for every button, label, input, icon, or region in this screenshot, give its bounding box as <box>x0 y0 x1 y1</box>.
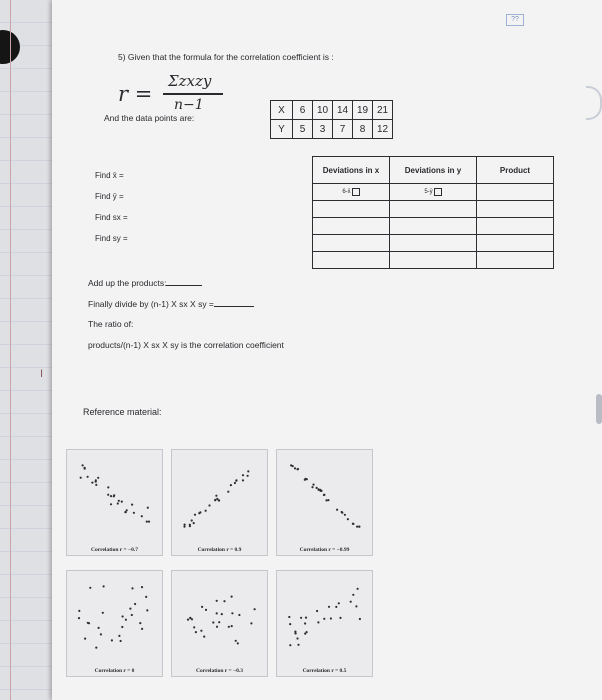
scatter-point <box>290 464 292 466</box>
margin-i-mark: I <box>40 368 44 380</box>
scatter-point <box>223 600 225 602</box>
scatter-point <box>88 622 90 624</box>
scatter-point <box>122 615 124 617</box>
scatter-point <box>148 521 150 523</box>
scatter-point <box>356 526 358 528</box>
scatter-point <box>235 479 237 481</box>
scatter-point <box>110 503 112 505</box>
dev-y-cell[interactable] <box>390 218 477 235</box>
scatter-point <box>191 519 193 521</box>
y-value: 12 <box>373 120 393 139</box>
scatter-point <box>187 619 189 621</box>
scatter-point <box>250 622 252 624</box>
scatter-point <box>87 476 89 478</box>
scatter-point <box>247 475 249 477</box>
scatter-point <box>95 484 97 486</box>
scatter-point <box>221 613 223 615</box>
scatter-point <box>227 491 229 493</box>
data-intro: And the data points are: <box>104 113 195 123</box>
scatter-point <box>339 617 341 619</box>
scatter-point <box>193 522 195 524</box>
scatter-point <box>84 468 86 470</box>
scatter-point <box>330 617 332 619</box>
scatter-point <box>235 640 237 642</box>
y-value: 3 <box>313 120 333 139</box>
scatter-point <box>352 594 354 596</box>
scatter-point <box>352 523 354 525</box>
scatter-point <box>146 521 148 523</box>
scatter-point <box>107 486 109 488</box>
scatter-point <box>304 479 306 481</box>
header-dev-y: Deviations in y <box>390 157 477 184</box>
scatter-point <box>189 525 191 527</box>
dev-y-cell[interactable] <box>390 184 477 201</box>
scatter-point <box>111 639 113 641</box>
scatter-point <box>118 500 120 502</box>
scatter-point <box>121 501 123 503</box>
conclusion-line: products/(n-1) X sx X sy is the correlation coefficient <box>88 340 284 350</box>
find-y-mean: Find ȳ = <box>95 192 124 201</box>
scatter-point <box>95 479 97 481</box>
y-value: 7 <box>333 120 353 139</box>
scatter-point <box>238 614 240 616</box>
scatter-point <box>218 621 220 623</box>
scatter-canvas <box>67 571 162 663</box>
scatter-point <box>134 603 136 605</box>
x-value: 14 <box>333 101 353 120</box>
scatter-point <box>297 468 299 470</box>
deviation-table <box>312 156 554 269</box>
fraction-bar <box>163 93 223 95</box>
scatter-point <box>201 606 203 608</box>
scatter-point <box>131 587 133 589</box>
notebook-page-underneath <box>0 0 60 700</box>
scatter-point <box>110 495 112 497</box>
formula-denominator: n−1 <box>174 97 204 113</box>
page-edge-clip <box>596 394 602 424</box>
scatter-point <box>319 490 321 492</box>
find-x-mean: Find x̄ = <box>95 171 124 180</box>
scatter-point <box>89 587 91 589</box>
scatter-point <box>247 470 249 472</box>
scatter-point <box>297 644 299 646</box>
reference-title: Reference material: <box>83 407 162 417</box>
scatter-point <box>82 464 84 466</box>
scatter-point <box>218 499 220 501</box>
scatter-point <box>124 511 126 513</box>
scatter-point <box>305 617 307 619</box>
scatter-point <box>183 526 185 528</box>
product-cell[interactable] <box>477 235 554 252</box>
dev-x-cell[interactable] <box>313 252 390 269</box>
scatter-point <box>231 596 233 598</box>
scatter-point <box>100 633 102 635</box>
scatter-point <box>300 617 302 619</box>
scatter-point <box>125 619 127 621</box>
margin-line <box>10 0 11 700</box>
plot-caption: Correlation r = 0.9 <box>197 547 242 553</box>
scatter-point <box>304 622 306 624</box>
deviation-row <box>313 184 554 201</box>
x-value: 10 <box>313 101 333 120</box>
dev-y-cell[interactable] <box>390 252 477 269</box>
scatter-point <box>145 596 147 598</box>
scatter-canvas <box>277 450 372 542</box>
scatter-point <box>194 514 196 516</box>
scatter-point <box>103 585 105 587</box>
scatter-point <box>312 484 314 486</box>
scatter-point <box>120 640 122 642</box>
scatter-point <box>193 626 195 628</box>
correlation-formula <box>118 72 228 118</box>
scatter-point <box>200 630 202 632</box>
x-label: X <box>271 101 293 120</box>
scatter-point <box>78 610 80 612</box>
scatter-point <box>296 637 298 639</box>
scatter-point <box>139 622 141 624</box>
deviation-row <box>313 235 554 252</box>
scatter-plot <box>171 570 268 677</box>
scatter-point <box>195 631 197 633</box>
header-product: Product <box>477 157 554 184</box>
scatter-plot <box>66 570 163 677</box>
y-value: 5 <box>293 120 313 139</box>
scatter-point <box>316 487 318 489</box>
scatter-point <box>146 609 148 611</box>
scatter-point <box>311 486 313 488</box>
scatter-point <box>234 482 236 484</box>
scatter-point <box>208 504 210 506</box>
scatter-point <box>344 514 346 516</box>
scatter-point <box>336 509 338 511</box>
scatter-point <box>357 588 359 590</box>
scatter-point <box>189 617 191 619</box>
dev-y-expression: 5-ȳ <box>424 189 433 195</box>
scatter-point <box>216 626 218 628</box>
dev-x-expression: 6-x̄ <box>342 189 351 195</box>
plot-caption: Correlation r = 0 <box>94 668 135 674</box>
scatter-point <box>84 638 86 640</box>
plot-caption: Correlation r = 0.5 <box>302 668 347 674</box>
scatter-point <box>131 614 133 616</box>
y-label: Y <box>271 120 293 139</box>
scatter-point <box>126 509 128 511</box>
answer-box <box>434 188 442 196</box>
ratio-line: The ratio of: <box>88 319 134 329</box>
scatter-point <box>129 608 131 610</box>
deviation-row <box>313 252 554 269</box>
scatter-point <box>359 618 361 620</box>
scatter-point <box>133 512 135 514</box>
scatter-point <box>358 526 360 528</box>
product-cell[interactable] <box>477 218 554 235</box>
y-row <box>271 120 393 139</box>
scatter-plot <box>171 449 268 556</box>
dev-y-cell[interactable] <box>390 201 477 218</box>
scatter-point <box>318 489 320 491</box>
scatter-point <box>205 609 207 611</box>
scatter-point <box>203 636 205 638</box>
formula-numerator: Σzxzy <box>168 72 212 90</box>
scatter-point <box>335 606 337 608</box>
scatter-point <box>289 644 291 646</box>
scatter-point <box>113 494 115 496</box>
scatter-point <box>230 484 232 486</box>
scatter-point <box>306 478 308 480</box>
scatter-point <box>323 618 325 620</box>
scatter-point <box>214 499 216 501</box>
scatter-point <box>231 612 233 614</box>
scatter-point <box>350 601 352 603</box>
scatter-point <box>237 642 239 644</box>
scatter-point <box>228 626 230 628</box>
scatter-point <box>91 482 93 484</box>
scatter-point <box>323 494 325 496</box>
scatter-point <box>184 524 186 526</box>
product-cell[interactable] <box>477 184 554 201</box>
scatter-point <box>242 479 244 481</box>
divide-line: Finally divide by (n-1) X sx X sy = <box>88 298 284 319</box>
add-products-line: Add up the products: <box>88 277 284 298</box>
formula-lhs: r = <box>118 82 153 106</box>
x-value: 19 <box>353 101 373 120</box>
product-cell[interactable] <box>477 252 554 269</box>
scatter-point <box>191 618 193 620</box>
scatter-point <box>102 612 104 614</box>
find-sx: Find sx = <box>95 213 128 222</box>
scatter-point <box>347 518 349 520</box>
deviation-row <box>313 201 554 218</box>
scatter-point <box>141 586 143 588</box>
scatter-point <box>205 510 207 512</box>
scatter-point <box>254 608 256 610</box>
y-value: 8 <box>353 120 373 139</box>
scatter-canvas <box>172 571 267 663</box>
scatter-point <box>327 499 329 501</box>
scatter-point <box>118 635 120 637</box>
scatter-point <box>289 623 291 625</box>
scatter-point <box>216 600 218 602</box>
dev-x-cell[interactable] <box>313 218 390 235</box>
scatter-plot <box>66 449 163 556</box>
product-cell[interactable] <box>477 201 554 218</box>
find-sy: Find sy = <box>95 234 128 243</box>
scatter-point <box>338 602 340 604</box>
scatter-point <box>121 626 123 628</box>
x-value: 21 <box>373 101 393 120</box>
scatter-point <box>341 511 343 513</box>
scatter-point <box>147 507 149 509</box>
scatter-point <box>355 605 357 607</box>
corner-stamp: ?? <box>506 14 524 26</box>
scatter-point <box>141 628 143 630</box>
x-value: 6 <box>293 101 313 120</box>
scatter-point <box>328 606 330 608</box>
scatter-point <box>242 474 244 476</box>
scatter-point <box>141 515 143 517</box>
deviation-header-row <box>313 157 554 184</box>
dev-y-cell[interactable] <box>390 235 477 252</box>
scatter-point <box>131 504 133 506</box>
scatter-point <box>215 495 217 497</box>
dev-x-cell[interactable] <box>313 184 390 201</box>
scatter-plot <box>276 449 373 556</box>
plot-caption: Correlation r = −0.7 <box>90 547 138 553</box>
answer-blank[interactable] <box>166 277 202 286</box>
scatter-point <box>306 631 308 633</box>
find-list <box>95 171 128 255</box>
scatter-point <box>97 477 99 479</box>
scatter-point <box>317 621 319 623</box>
scatter-point <box>216 612 218 614</box>
answer-blank[interactable] <box>214 298 254 307</box>
scatter-point <box>107 494 109 496</box>
x-row <box>271 101 393 120</box>
instructions <box>88 277 284 361</box>
scatter-point <box>98 627 100 629</box>
deviation-row <box>313 218 554 235</box>
scatter-point <box>80 477 82 479</box>
scatter-point <box>117 502 119 504</box>
scatter-canvas <box>277 571 372 663</box>
scatter-canvas <box>172 450 267 542</box>
header-dev-x: Deviations in x <box>313 157 390 184</box>
scatter-point <box>295 632 297 634</box>
dev-x-cell[interactable] <box>313 235 390 252</box>
answer-box <box>352 188 360 196</box>
scatter-plot <box>276 570 373 677</box>
scatter-point <box>325 499 327 501</box>
plot-caption: Correlation r = −0.99 <box>299 547 350 553</box>
scatter-point <box>316 610 318 612</box>
dev-x-cell[interactable] <box>313 201 390 218</box>
scatter-point <box>78 617 80 619</box>
scatter-point <box>95 647 97 649</box>
scatter-point <box>199 511 201 513</box>
scatter-point <box>288 616 290 618</box>
scatter-point <box>231 625 233 627</box>
plot-caption: Correlation r = −0.3 <box>195 668 243 674</box>
scatter-point <box>294 467 296 469</box>
scatter-point <box>212 621 214 623</box>
question-prompt: 5) Given that the formula for the correlation coefficient is : <box>118 52 334 62</box>
xy-data-table <box>270 100 393 139</box>
scatter-canvas <box>67 450 162 542</box>
